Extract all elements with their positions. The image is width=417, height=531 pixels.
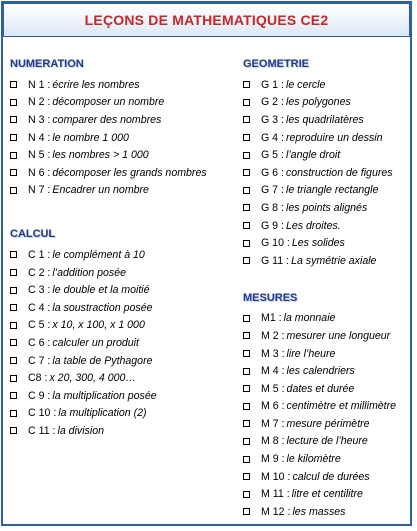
checkbox-icon[interactable]: [243, 385, 250, 392]
right-column: [243, 56, 413, 521]
lesson-code: M 12 :: [261, 505, 291, 518]
lesson-code: G 11 :: [261, 254, 290, 267]
lesson-code: G 3 :: [261, 113, 284, 126]
checkbox-icon[interactable]: [10, 81, 17, 88]
lesson-item-mesures: [243, 485, 413, 503]
lesson-label: les quadrilatères: [285, 113, 364, 126]
checkbox-icon[interactable]: [10, 304, 17, 311]
checkbox-icon[interactable]: [10, 375, 17, 382]
lesson-item-numeration: [10, 164, 235, 182]
lesson-label: les points alignés: [285, 201, 368, 214]
checkbox-icon[interactable]: [10, 339, 17, 346]
lesson-code: G 6 :: [261, 166, 284, 179]
checkbox-icon[interactable]: [243, 116, 250, 123]
lesson-code: G 10 :: [261, 237, 290, 250]
lesson-item-geometrie: [243, 146, 413, 164]
lesson-code: N 1 :: [28, 78, 51, 91]
checkbox-icon[interactable]: [243, 332, 250, 339]
lesson-item-geometrie: [243, 94, 413, 112]
lesson-label: litre et centilitre: [291, 488, 363, 501]
lesson-item-mesures: [243, 345, 413, 363]
checkbox-icon[interactable]: [243, 473, 250, 480]
lesson-item-numeration: [10, 182, 235, 200]
lesson-label: Encadrer un nombre: [52, 184, 149, 197]
checkbox-icon[interactable]: [10, 427, 17, 434]
lesson-item-calcul: [10, 264, 235, 282]
geometrie-list: [243, 76, 413, 270]
lesson-item-mesures: [243, 310, 413, 328]
lesson-item-numeration: [10, 146, 235, 164]
lesson-code: C 11 :: [28, 424, 56, 437]
calcul-list: [10, 246, 235, 440]
lesson-code: M 8 :: [261, 435, 285, 448]
lesson-item-calcul: [10, 334, 235, 352]
checkbox-icon[interactable]: [243, 152, 250, 159]
lesson-code: C 9 :: [28, 389, 51, 402]
lesson-label: le triangle rectangle: [285, 184, 379, 197]
lesson-item-geometrie: [243, 234, 413, 252]
lesson-code: M 4 :: [261, 365, 285, 378]
lesson-label: décomposer un nombre: [52, 96, 165, 109]
checkbox-icon[interactable]: [243, 456, 250, 463]
lesson-label: la multiplication posée: [52, 389, 157, 402]
mesures-list: [243, 310, 413, 521]
checkbox-icon[interactable]: [10, 392, 17, 399]
lesson-code: C 5 :: [28, 319, 51, 332]
lesson-label: écrire les nombres: [52, 78, 140, 91]
checkbox-icon[interactable]: [10, 251, 17, 258]
lesson-code: M 9 :: [261, 453, 285, 466]
checkbox-icon[interactable]: [10, 169, 17, 176]
checkbox-icon[interactable]: [10, 269, 17, 276]
lesson-code: C 7 :: [28, 354, 51, 367]
lesson-label: calculer un produit: [52, 336, 139, 349]
lesson-code: N 7 :: [28, 184, 51, 197]
lesson-item-geometrie: [243, 217, 413, 235]
lesson-item-numeration: [10, 111, 235, 129]
lesson-code: C 2 :: [28, 266, 51, 279]
lesson-code: G 8 :: [261, 201, 284, 214]
lesson-item-numeration: [10, 76, 235, 94]
lesson-item-calcul: [10, 422, 235, 440]
lesson-label: mesurer une longueur: [286, 329, 391, 342]
lesson-label: le kilomètre: [286, 453, 341, 466]
lesson-item-mesures: [243, 433, 413, 451]
lesson-label: comparer des nombres: [52, 113, 162, 126]
section-title-calcul: CALCUL: [10, 228, 56, 241]
lesson-item-geometrie: [243, 111, 413, 129]
lesson-item-calcul: [10, 387, 235, 405]
lesson-label: mesure périmètre: [286, 417, 370, 430]
checkbox-icon[interactable]: [243, 204, 250, 211]
lesson-code: M 5 :: [261, 382, 285, 395]
lesson-code: C 6 :: [28, 336, 51, 349]
lesson-label: lire l’heure: [286, 347, 336, 360]
lesson-label: la division: [57, 424, 105, 437]
lesson-label: les masses: [292, 505, 346, 518]
checkbox-icon[interactable]: [10, 287, 17, 294]
lesson-label: la table de Pythagore: [52, 354, 153, 367]
lesson-code: C 3 :: [28, 284, 51, 297]
lesson-label: décomposer les grands nombres: [52, 166, 207, 179]
lesson-label: les polygones: [285, 96, 351, 109]
lesson-item-mesures: [243, 327, 413, 345]
checkbox-icon[interactable]: [243, 134, 250, 141]
lesson-code: M 3 :: [261, 347, 285, 360]
checkbox-icon[interactable]: [10, 410, 17, 417]
checkbox-icon[interactable]: [243, 169, 250, 176]
lesson-code: C 10 :: [28, 407, 57, 420]
lesson-item-mesures: [243, 503, 413, 521]
lesson-item-mesures: [243, 380, 413, 398]
checkbox-icon[interactable]: [10, 187, 17, 194]
lesson-item-mesures: [243, 362, 413, 380]
lesson-label: la monnaie: [283, 312, 336, 325]
lesson-code: C 1 :: [28, 248, 51, 261]
lesson-label: le cercle: [285, 78, 326, 91]
lesson-item-geometrie: [243, 252, 413, 270]
lesson-item-calcul: [10, 405, 235, 423]
lesson-code: G 5 :: [261, 149, 284, 162]
lesson-code: G 9 :: [261, 219, 284, 232]
checkbox-icon[interactable]: [243, 99, 250, 106]
lesson-label: l’angle droit: [285, 149, 341, 162]
lesson-code: M 7 :: [261, 417, 285, 430]
lesson-item-mesures: [243, 398, 413, 416]
lesson-label: la multiplication (2): [58, 407, 147, 420]
lesson-label: reproduire un dessin: [285, 131, 383, 144]
checkbox-icon[interactable]: [243, 508, 250, 515]
lesson-item-mesures: [243, 468, 413, 486]
lesson-item-calcul: [10, 299, 235, 317]
checkbox-icon[interactable]: [243, 403, 250, 410]
lesson-item-geometrie: [243, 76, 413, 94]
lesson-label: La symétrie axiale: [291, 254, 377, 267]
lesson-code: G 7 :: [261, 184, 284, 197]
checkbox-icon[interactable]: [10, 322, 17, 329]
lesson-code: C8 :: [28, 372, 48, 385]
lesson-label: centimètre et millimètre: [286, 400, 397, 413]
lesson-item-geometrie: [243, 199, 413, 217]
title-bar: [3, 3, 410, 37]
lesson-label: Les droites.: [285, 219, 341, 232]
lesson-label: calcul de durées: [292, 470, 370, 483]
lesson-item-numeration: [10, 129, 235, 147]
checkbox-icon[interactable]: [10, 134, 17, 141]
lesson-code: N 5 :: [28, 149, 51, 162]
checkbox-icon[interactable]: [243, 81, 250, 88]
section-title-mesures: MESURES: [243, 291, 298, 304]
checkbox-icon[interactable]: [10, 152, 17, 159]
checkbox-icon[interactable]: [243, 315, 250, 322]
lesson-code: M 10 :: [261, 470, 291, 483]
lesson-item-mesures: [243, 415, 413, 433]
numeration-list: [10, 76, 235, 199]
lesson-code: M 6 :: [261, 400, 285, 413]
checkbox-icon[interactable]: [243, 491, 250, 498]
checkbox-icon[interactable]: [243, 257, 250, 264]
left-column: [10, 56, 235, 440]
checkbox-icon[interactable]: [243, 438, 250, 445]
lesson-item-calcul: [10, 369, 235, 387]
lesson-label: le nombre 1 000: [52, 131, 129, 144]
lesson-code: N 2 :: [28, 96, 51, 109]
lesson-item-geometrie: [243, 129, 413, 147]
lesson-label: lecture de l’heure: [286, 435, 368, 448]
lesson-item-numeration: [10, 94, 235, 112]
lesson-item-geometrie: [243, 164, 413, 182]
section-title-numeration: NUMERATION: [10, 58, 84, 70]
checkbox-icon[interactable]: [10, 116, 17, 123]
checkbox-icon[interactable]: [243, 240, 250, 247]
lesson-label: dates et durée: [286, 382, 355, 395]
page-title: LEÇONS DE MATHEMATIQUES CE2: [84, 12, 329, 28]
lesson-code: C 4 :: [28, 301, 51, 314]
lesson-item-geometrie: [243, 182, 413, 200]
checkbox-icon[interactable]: [243, 350, 250, 357]
lesson-item-calcul: [10, 246, 235, 264]
checkbox-icon[interactable]: [243, 222, 250, 229]
lesson-label: l’addition posée: [52, 266, 126, 279]
lesson-label: la soustraction posée: [52, 301, 153, 314]
checkbox-icon[interactable]: [10, 357, 17, 364]
lesson-label: x 10, x 100, x 1 000: [52, 319, 145, 332]
lesson-code: M 11 :: [261, 488, 290, 501]
section-title-geometrie: GEOMETRIE: [243, 58, 310, 70]
lesson-code: G 2 :: [261, 96, 284, 109]
lesson-label: le double et la moitié: [52, 284, 150, 297]
lesson-label: construction de figures: [285, 166, 393, 179]
lesson-item-calcul: [10, 281, 235, 299]
lesson-code: N 4 :: [28, 131, 51, 144]
lesson-code: G 1 :: [261, 78, 284, 91]
lesson-code: M 2 :: [261, 329, 285, 342]
lesson-code: N 3 :: [28, 113, 51, 126]
lesson-code: N 6 :: [28, 166, 51, 179]
lesson-label: le complément à 10: [52, 248, 145, 261]
lesson-code: M1 :: [261, 312, 282, 325]
lesson-label: les calendriers: [286, 365, 355, 378]
lesson-label: Les solides: [291, 237, 345, 250]
lesson-label: x 20, 300, 4 000…: [49, 372, 137, 385]
checkbox-icon[interactable]: [10, 99, 17, 106]
lesson-item-calcul: [10, 317, 235, 335]
lesson-item-mesures: [243, 450, 413, 468]
checkbox-icon[interactable]: [243, 420, 250, 427]
lesson-item-calcul: [10, 352, 235, 370]
lesson-label: les nombres > 1 000: [52, 149, 149, 162]
checkbox-icon[interactable]: [243, 187, 250, 194]
lesson-code: G 4 :: [261, 131, 284, 144]
checkbox-icon[interactable]: [243, 368, 250, 375]
